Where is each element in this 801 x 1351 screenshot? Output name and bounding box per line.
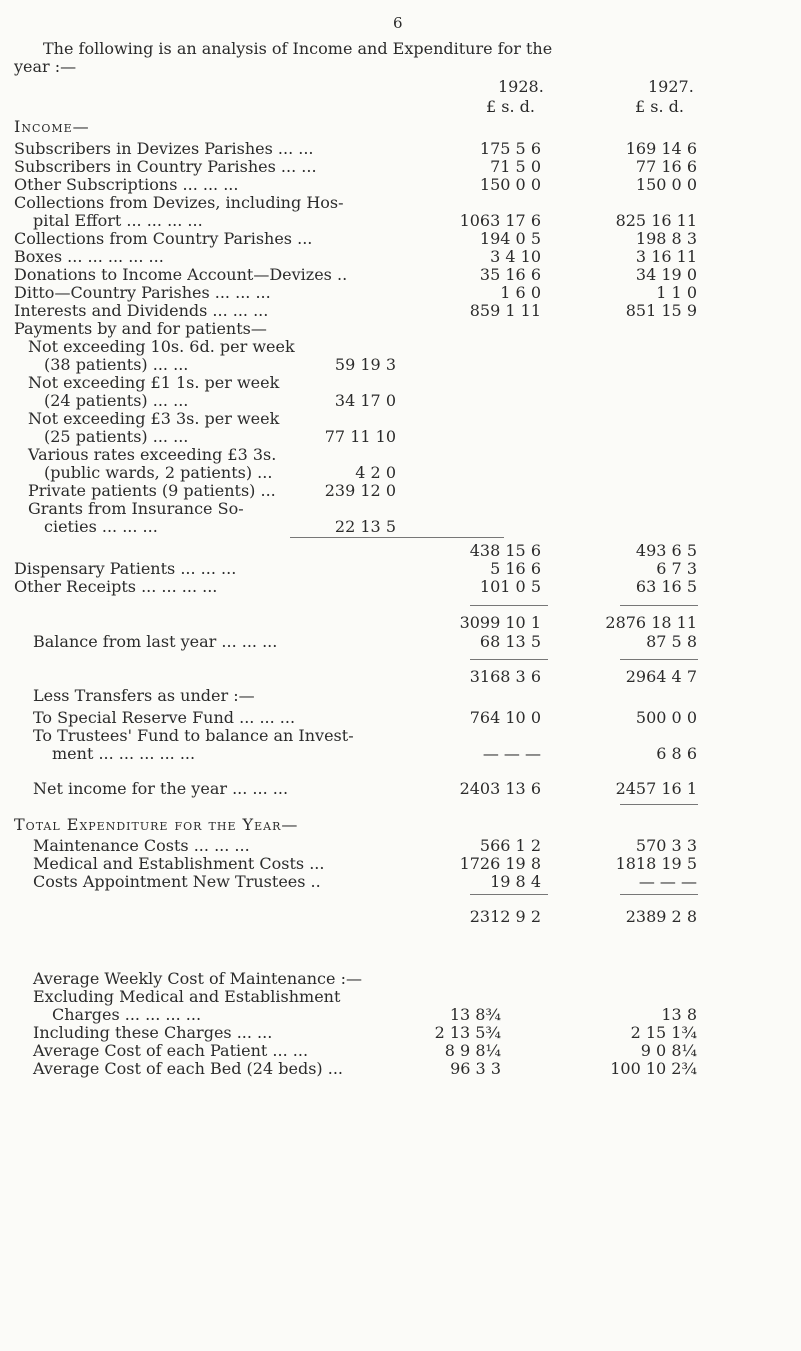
transfer-row-1928: — — — [482,744,541,763]
balance-label: Balance from last year ... ... ... [33,632,278,651]
intro-line-2: year :— [14,57,77,76]
total-rule-1928 [470,659,548,660]
average-row-label-cont: Charges ... ... ... ... [52,1005,202,1024]
column-units-1927: £ s. d. [635,97,684,116]
payment-row-amount: 34 17 0 [334,391,396,410]
expenditure-row-label: Medical and Establishment Costs ... [33,854,325,873]
income-row-1927: 825 16 11 [615,211,697,230]
balance-1928: 68 13 5 [479,632,541,651]
payment-row-label-cont: (public wards, 2 patients) ... [44,463,273,482]
income-row-label: Collections from Devizes, including Hos- [14,193,344,212]
income-row-label: Other Subscriptions ... ... ... [14,175,239,194]
income-row-label: Donations to Income Account—Devizes .. [14,265,348,284]
average-row-1927: 100 10 2¾ [610,1059,697,1078]
income-row-1928: 194 0 5 [479,229,541,248]
income-row-label: Collections from Country Parishes ... [14,229,313,248]
average-row-1927: 13 8 [661,1005,697,1024]
expenditure-row-1927: 1818 19 5 [615,854,697,873]
income-row-1928: 35 16 6 [479,265,541,284]
total-with-balance-1927: 2964 4 7 [625,667,697,686]
average-row-label: Including these Charges ... ... [33,1023,273,1042]
subtotal-1928: 3099 10 1 [459,613,541,632]
income-row-label: Ditto—Country Parishes ... ... ... [14,283,271,302]
averages-heading: Average Weekly Cost of Maintenance :— [33,969,362,988]
average-row-label: Excluding Medical and Establishment [33,987,341,1006]
expenditure-rule-1927 [620,894,698,895]
income-row-label: Subscribers in Country Parishes ... ... [14,157,317,176]
payment-row-label-cont: (24 patients) ... ... [44,391,189,410]
payment-row-amount: 22 13 5 [334,517,396,536]
intro-line-1: The following is an analysis of Income and Expenditure for the [43,39,553,58]
expenditure-row-1928: 1726 19 8 [459,854,541,873]
payment-row-label-cont: cieties ... ... ... [44,517,158,536]
other-income-label: Dispensary Patients ... ... ... [14,559,237,578]
expenditure-row-1927: 570 3 3 [635,836,697,855]
expenditure-total-1927: 2389 2 8 [625,907,697,926]
expenditure-total-1928: 2312 9 2 [469,907,541,926]
expenditure-row-label: Costs Appointment New Trustees .. [33,872,321,891]
column-year-1928: 1928. [498,77,544,96]
payment-row-label: Not exceeding 10s. 6d. per week [28,337,295,356]
income-row-1928: 175 5 6 [479,139,541,158]
payment-row-amount: 59 19 3 [334,355,396,374]
payment-row-amount: 77 11 10 [324,427,396,446]
column-year-1927: 1927. [648,77,694,96]
income-row-1927: 3 16 11 [635,247,697,266]
payment-row-label: Not exceeding £3 3s. per week [28,409,280,428]
net-income-rule-1927 [620,804,698,805]
other-income-1928: 5 16 6 [490,559,541,578]
average-row-1928: 8 9 8¼ [444,1041,501,1060]
transfer-row-label: To Trustees' Fund to balance an Invest- [33,726,354,745]
income-row-label: Interests and Dividends ... ... ... [14,301,269,320]
average-row-1928: 2 13 5¾ [434,1023,501,1042]
expenditure-row-1928: 566 1 2 [479,836,541,855]
income-row-label: Subscribers in Devizes Parishes ... ... [14,139,314,158]
average-row-label: Average Cost of each Patient ... ... [33,1041,309,1060]
income-row-1928: 3 4 10 [490,247,541,266]
payment-row-label-cont: (38 patients) ... ... [44,355,189,374]
net-income-label: Net income for the year ... ... ... [33,779,289,798]
average-row-1928: 13 8¾ [449,1005,501,1024]
expenditure-row-1927: — — — [638,872,697,891]
income-row-1927: 198 8 3 [635,229,697,248]
payment-row-amount: 4 2 0 [355,463,396,482]
income-row-1927: 851 15 9 [625,301,697,320]
income-row-1928: 71 5 0 [490,157,541,176]
transfer-row-label: To Special Reserve Fund ... ... ... [33,708,296,727]
income-row-1927: 169 14 6 [625,139,697,158]
subtotal-1927: 2876 18 11 [605,613,697,632]
average-row-1928: 96 3 3 [450,1059,501,1078]
average-row-label: Average Cost of each Bed (24 beds) ... [33,1059,343,1078]
total-with-balance-1928: 3168 3 6 [469,667,541,686]
expenditure-heading: Total Expenditure for the Year— [14,815,299,834]
transfers-heading: Less Transfers as under :— [33,686,255,705]
other-income-1928: 101 0 5 [479,577,541,596]
payments-sum-rule [290,537,504,538]
payment-row-amount: 239 12 0 [324,481,396,500]
income-row-1928: 150 0 0 [479,175,541,194]
expenditure-row-1928: 19 8 4 [490,872,541,891]
income-row-1927: 77 16 6 [635,157,697,176]
other-income-1927: 6 7 3 [656,559,697,578]
income-row-label-cont: pital Effort ... ... ... ... [33,211,203,230]
income-row-1928: 859 1 11 [469,301,541,320]
average-row-1927: 9 0 8¼ [640,1041,697,1060]
income-row-label: Boxes ... ... ... ... ... [14,247,164,266]
payment-row-label: Grants from Insurance So- [28,499,244,518]
expenditure-row-label: Maintenance Costs ... ... ... [33,836,250,855]
subtotal-rule-1928 [470,605,548,606]
other-income-1927: 63 16 5 [635,577,697,596]
subtotal-rule-1927 [620,605,698,606]
column-units-1928: £ s. d. [486,97,535,116]
average-row-1927: 2 15 1¾ [630,1023,697,1042]
transfer-row-1927: 6 8 6 [656,744,697,763]
payment-row-label: Private patients (9 patients) ... [28,481,276,500]
expenditure-rule-1928 [470,894,548,895]
income-heading: Income— [14,117,90,136]
transfer-row-label-cont: ment ... ... ... ... ... [52,744,196,763]
payments-total-1928: 438 15 6 [469,541,541,560]
other-income-label: Other Receipts ... ... ... ... [14,577,218,596]
income-row-1928: 1 6 0 [500,283,541,302]
income-row-1927: 1 1 0 [656,283,697,302]
payments-total-1927: 493 6 5 [635,541,697,560]
payment-row-label: Various rates exceeding £3 3s. [28,445,277,464]
income-row-1927: 150 0 0 [635,175,697,194]
payment-row-label: Not exceeding £1 1s. per week [28,373,280,392]
page-number: 6 [393,14,403,32]
payments-heading: Payments by and for patients— [14,319,267,338]
income-row-1928: 1063 17 6 [459,211,541,230]
transfer-row-1928: 764 10 0 [469,708,541,727]
total-rule-1927 [620,659,698,660]
payment-row-label-cont: (25 patients) ... ... [44,427,189,446]
net-income-1927: 2457 16 1 [615,779,697,798]
income-row-1927: 34 19 0 [635,265,697,284]
transfer-row-1927: 500 0 0 [635,708,697,727]
balance-1927: 87 5 8 [646,632,697,651]
net-income-1928: 2403 13 6 [459,779,541,798]
